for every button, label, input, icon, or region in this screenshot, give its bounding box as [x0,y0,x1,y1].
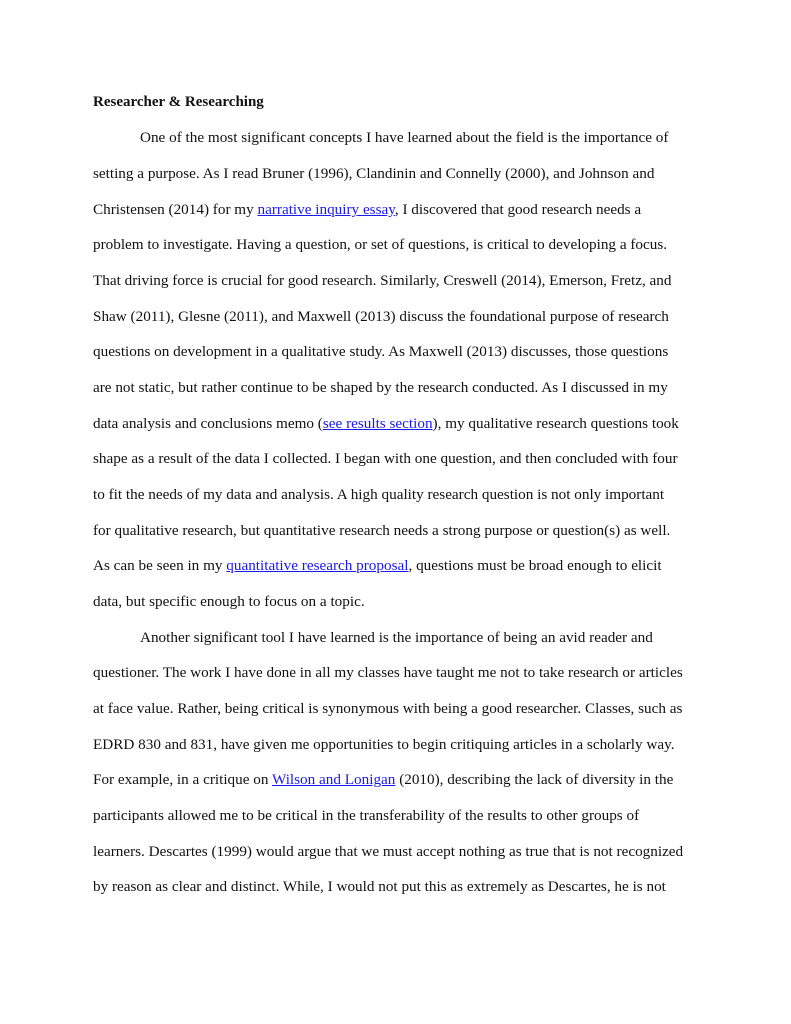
line-text: to fit the needs of my data and analysis. A high quality research question is not only important [93,486,665,503]
paragraph-line [93,235,667,255]
paragraph-line [93,735,675,755]
paragraph-line [93,307,669,327]
line-text: As can be seen in my [93,557,227,574]
line-text: One of the most significant concepts I have learned about the field is the importance of [140,129,669,146]
paragraph-line [140,628,653,648]
paragraph-line [93,699,682,719]
paragraph-line [93,271,672,291]
narrative-inquiry-essay-link[interactable]: narrative inquiry essay [257,201,395,218]
line-text: participants allowed me to be critical in the transferability of the results to other groups of [93,807,640,824]
line-text: setting a purpose. As I read Bruner (1996), Clandinin and Connelly (2000), and Johnson and [93,165,655,182]
line-text: Shaw (2011), Glesne (2011), and Maxwell (2013) discuss the foundational purpose of research [93,308,669,325]
section-heading: Researcher & Researching [93,94,264,110]
paragraph-line [93,556,662,576]
line-text: for qualitative research, but quantitative research needs a strong purpose or question(s) as well. [93,522,671,539]
line-text: learners. Descartes (1999) would argue that we must accept nothing as true that is not recognized [93,843,684,860]
paragraph-line [93,200,641,220]
quantitative-research-proposal-link[interactable]: quantitative research proposal [226,557,409,574]
line-text: EDRD 830 and 831, have given me opportunities to begin critiquing articles in a scholarly way. [93,736,675,753]
line-text: , questions must be broad enough to elicit [408,557,662,574]
wilson-and-lonigan-link[interactable]: Wilson and Lonigan [271,771,396,788]
paragraph-line [140,128,668,148]
paragraph-line [93,485,664,505]
see-results-section-link[interactable]: see results section [322,415,433,432]
line-text: questions on development in a qualitative study. As Maxwell (2013) discusses, those questions [93,343,669,360]
paragraph-line [93,663,683,683]
line-text: questioner. The work I have done in all my classes have taught me not to take research or articles [93,664,683,681]
line-text: shape as a result of the data I collected. I began with one question, and then concluded with four [93,450,678,467]
paragraph-line [93,164,654,184]
line-text: data, but specific enough to focus on a topic. [93,593,365,610]
paragraph-line [93,842,683,862]
line-text: at face value. Rather, being critical is synonymous with being a good researcher. Classes, such as [93,700,683,717]
line-text: ), my qualitative research questions took [432,415,679,432]
line-text: Christensen (2014) for my [93,201,258,218]
paragraph-line [93,378,668,398]
line-text: , I discovered that good research needs a [394,201,642,218]
paragraph-line [93,592,365,612]
line-text: problem to investigate. Having a question, or set of questions, is critical to developing a focus. [93,236,668,253]
paragraph-line [93,770,673,790]
paragraph-line [93,449,678,469]
paragraph-line [93,414,679,434]
line-text: For example, in a critique on [93,771,272,788]
line-text: are not static, but rather continue to be shaped by the research conducted. As I discussed in my [93,379,668,396]
line-text: Another significant tool I have learned is the importance of being an avid reader and [140,629,653,646]
paragraph-line [93,877,666,897]
paragraph-line [93,342,668,362]
line-text: (2010), describing the lack of diversity in the [395,771,674,788]
paragraph-line [93,521,670,541]
paragraph-line [93,806,639,826]
line-text: That driving force is crucial for good research. Similarly, Creswell (2014), Emerson, Fretz, and [93,272,672,289]
line-text: data analysis and conclusions memo ( [93,415,323,432]
line-text: by reason as clear and distinct. While, I would not put this as extremely as Descartes, he is not [93,878,666,895]
